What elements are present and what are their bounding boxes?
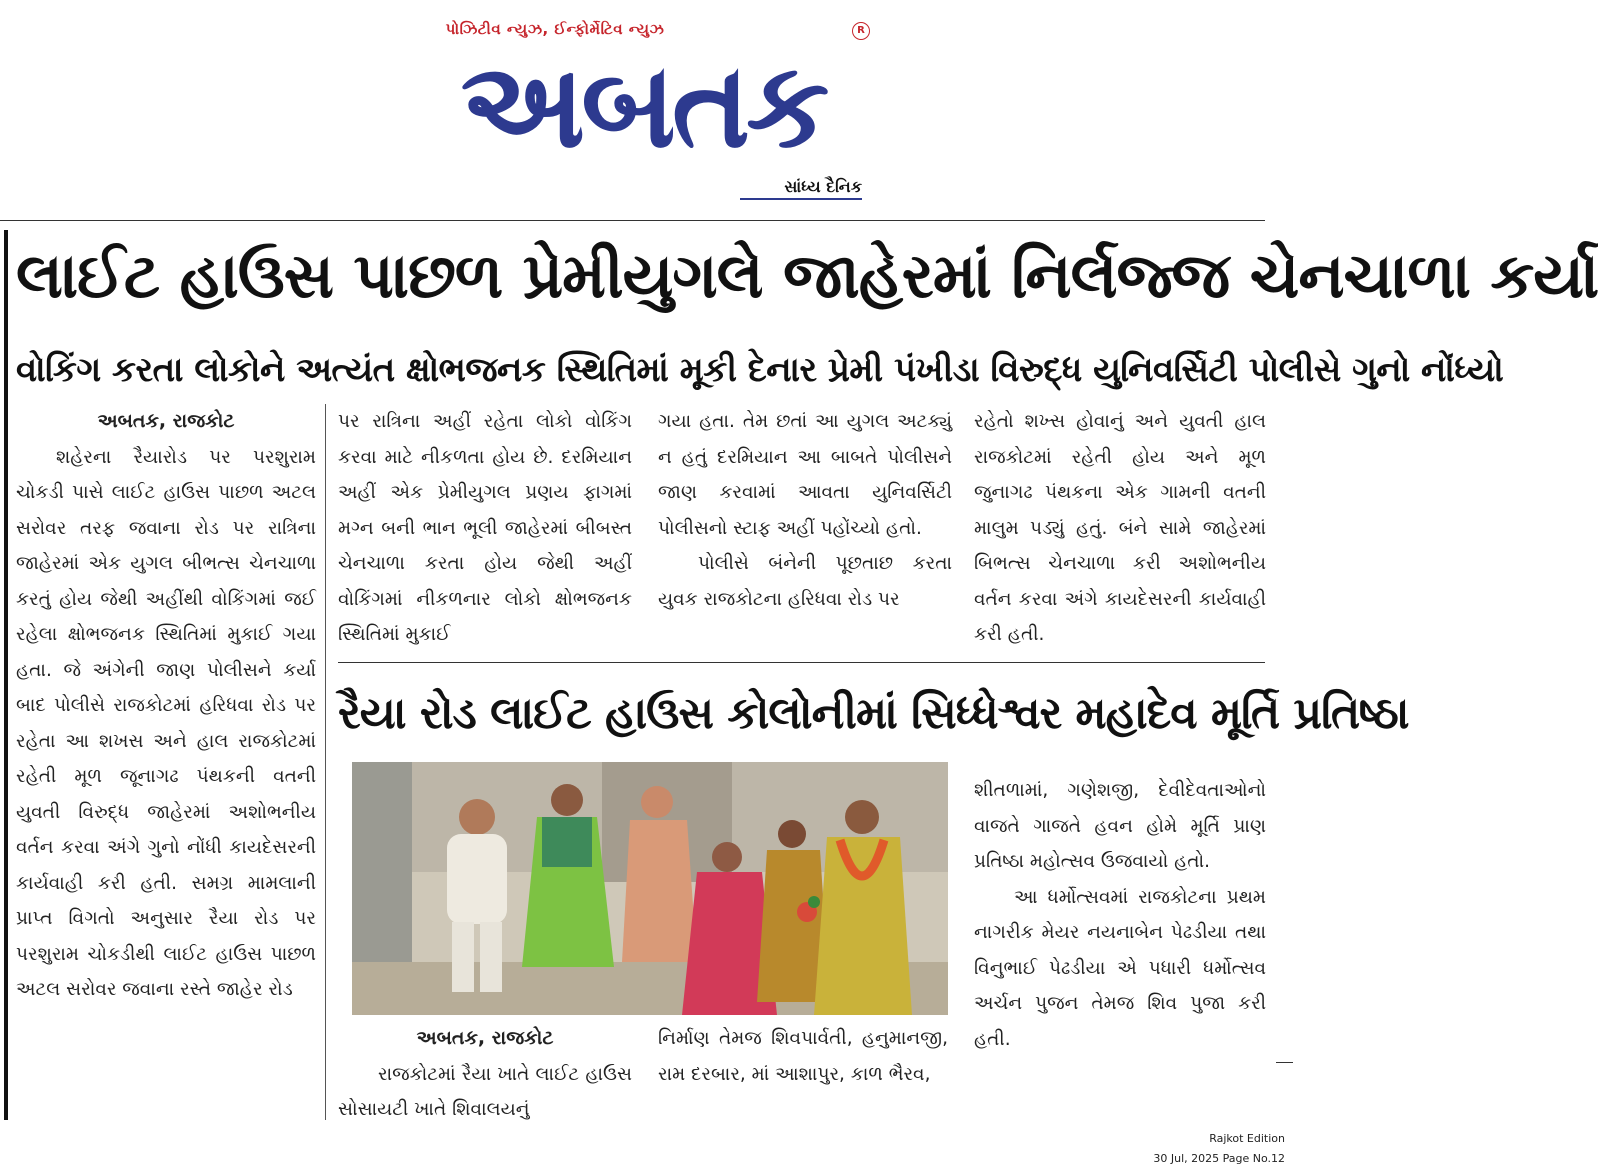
edition-type: સાંધ્ય દૈનિક [784, 177, 862, 196]
story2-col2-text: નિર્માણ તેમજ શિવપાર્વતી, હનુમાનજી, રામ દરબાર, માં આશાપુર, કાળ ભૈરવ, [658, 1028, 948, 1085]
story1-column-3 [658, 404, 952, 660]
story2-dateline: અબતક, રાજકોટ [416, 1027, 554, 1049]
story1-subheadline: વોકિંગ કરતા લોકોને અત્યંત ક્ષોભજનક સ્થિતિમાં મૂકી દેનાર પ્રેમી પંખીડા વિરુદ્ધ યુનિવર્સિટી પોલીસે ગુનો નોંધ્યો [16, 350, 1504, 390]
story2-col3-text-p2: આ ધર્મોત્સવમાં રાજકોટના પ્રથમ નાગરીક મેયર નયનાબેન પેઢડીયા તથા વિનુભાઈ પેઢડીયા એ પધારી ધર્મોત્સવ અર્ચન પુજન તેમજ શિવ પુજા કરી હતી. [974, 886, 1266, 1050]
margin-tick [1276, 1062, 1293, 1063]
story2-column-1 [338, 1021, 632, 1121]
story2-column-3 [974, 773, 1266, 1133]
ceremony-photo [352, 762, 948, 1015]
date-page-label: 30 Jul, 2025 Page No.12 [1153, 1152, 1285, 1165]
story1-column-2 [338, 404, 632, 660]
story2-col1-text: રાજકોટમાં રૈયા ખાતે લાઈટ હાઉસ સોસાયટી ખાતે શિવાલયનું [338, 1063, 632, 1120]
newspaper-logo: અબતક [460, 36, 826, 174]
story-left-bar [4, 230, 8, 1120]
masthead-divider [0, 220, 1265, 221]
story2-column-2 [658, 1021, 948, 1121]
registered-mark-icon: R [852, 22, 870, 40]
story1-column-1 [16, 404, 316, 1122]
story1-column-4 [974, 404, 1266, 660]
edition-label: Rajkot Edition [1209, 1132, 1285, 1145]
story-divider [338, 662, 1265, 663]
story1-col4-text: રહેતો શખ્સ હોવાનું અને યુવતી હાલ રાજકોટમાં રહેતી હોય અને મૂળ જુનાગઢ પંથકના એક ગામની વતની માલુમ પડ્યું હતું. બંને સામે જાહેરમાં બિભત્સ ચેનચાળા કરી અશોભનીય વર્તન કરવા અંગે કાયદેસરની કાર્યવાહી કરી હતી. [974, 411, 1266, 645]
story1-dateline: અબતક, રાજકોટ [97, 410, 235, 432]
column-divider [325, 404, 326, 1120]
story2-headline: રૈયા રોડ લાઈટ હાઉસ કોલોનીમાં સિધ્ધેશ્વર મહાદેવ મૂર્તિ પ્રતિષ્ઠા [338, 688, 1409, 739]
edition-underline [740, 198, 862, 200]
story1-col3-text-p2: પોલીસે બંનેની પૂછતાછ કરતા યુવક રાજકોટના હરિધવા રોડ પર [658, 553, 952, 610]
story1-col3-text-p1: ગયા હતા. તેમ છતાં આ યુગલ અટક્યું ન હતું દરમિયાન આ બાબતે પોલીસને જાણ કરવામાં આવતા યુનિવર્સિટી પોલીસનો સ્ટાફ અહીં પહોંચ્યો હતો. [658, 411, 952, 539]
story1-col1-text: શહેરના રૈયારોડ પર પરશુરામ ચોકડી પાસે લાઈટ હાઉસ પાછળ અટલ સરોવર તરફ જવાના રોડ પર રાત્રિના જાહેરમાં એક યુગલ બીભત્સ ચેનચાળા કરતું હોય જેથી અહીંથી વોકિંગમાં જઈ રહેલા ક્ષોભજનક સ્થિતિમાં મુકાઈ ગયા હતા. જે અંગેની જાણ પોલીસને કર્યા બાદ પોલીસે રાજકોટમાં હરિધવા રોડ પર રહેતા આ શખસ અને હાલ રાજકોટમાં રહેતી મૂળ જૂનાગઢ પંથકની વતની યુવતી વિરુદ્ધ જાહેરમાં અશોભનીય વર્તન કરવા અંગે ગુનો નોંધી કાયદેસરની કાર્યવાહી કરી હતી. સમગ્ર મામલાની પ્રાપ્ત વિગતો અનુસાર રૈયા રોડ પર પરશુરામ ચોકડીથી લાઈટ હાઉસ પાછળ અટલ સરોવર જવાના રસ્તે જાહેર રોડ [16, 446, 316, 1000]
masthead-tagline: પોઝિટીવ ન્યુઝ, ઈન્ફોર્મેટિવ ન્યુઝ [445, 20, 665, 38]
story1-headline: લાઈટ હાઉસ પાછળ પ્રેમીયુગલે જાહેરમાં નિર્લજ્જ ચેનચાળા કર્યા [16, 239, 1598, 312]
story2-col3-text-p1: શીતળામાં, ગણેશજી, દેવીદેવતાઓનો વાજતે ગાજતે હવન હોમે મૂર્તિ પ્રાણ પ્રતિષ્ઠા મહોત્સવ ઉજવાયો હતો. [974, 780, 1266, 872]
story1-col2-text: પર રાત્રિના અહીં રહેતા લોકો વોકિંગ કરવા માટે નીકળતા હોય છે. દરમિયાન અહીં એક પ્રેમીયુગલ પ્રણય ફાગમાં મગ્ન બની ભાન ભૂલી જાહેરમાં બીબસ્ત ચેનચાળા કરતા હોય જેથી અહીં વોકિંગમાં નીકળનાર લોકો ક્ષોભજનક સ્થિતિમાં મુકાઈ [338, 411, 632, 645]
